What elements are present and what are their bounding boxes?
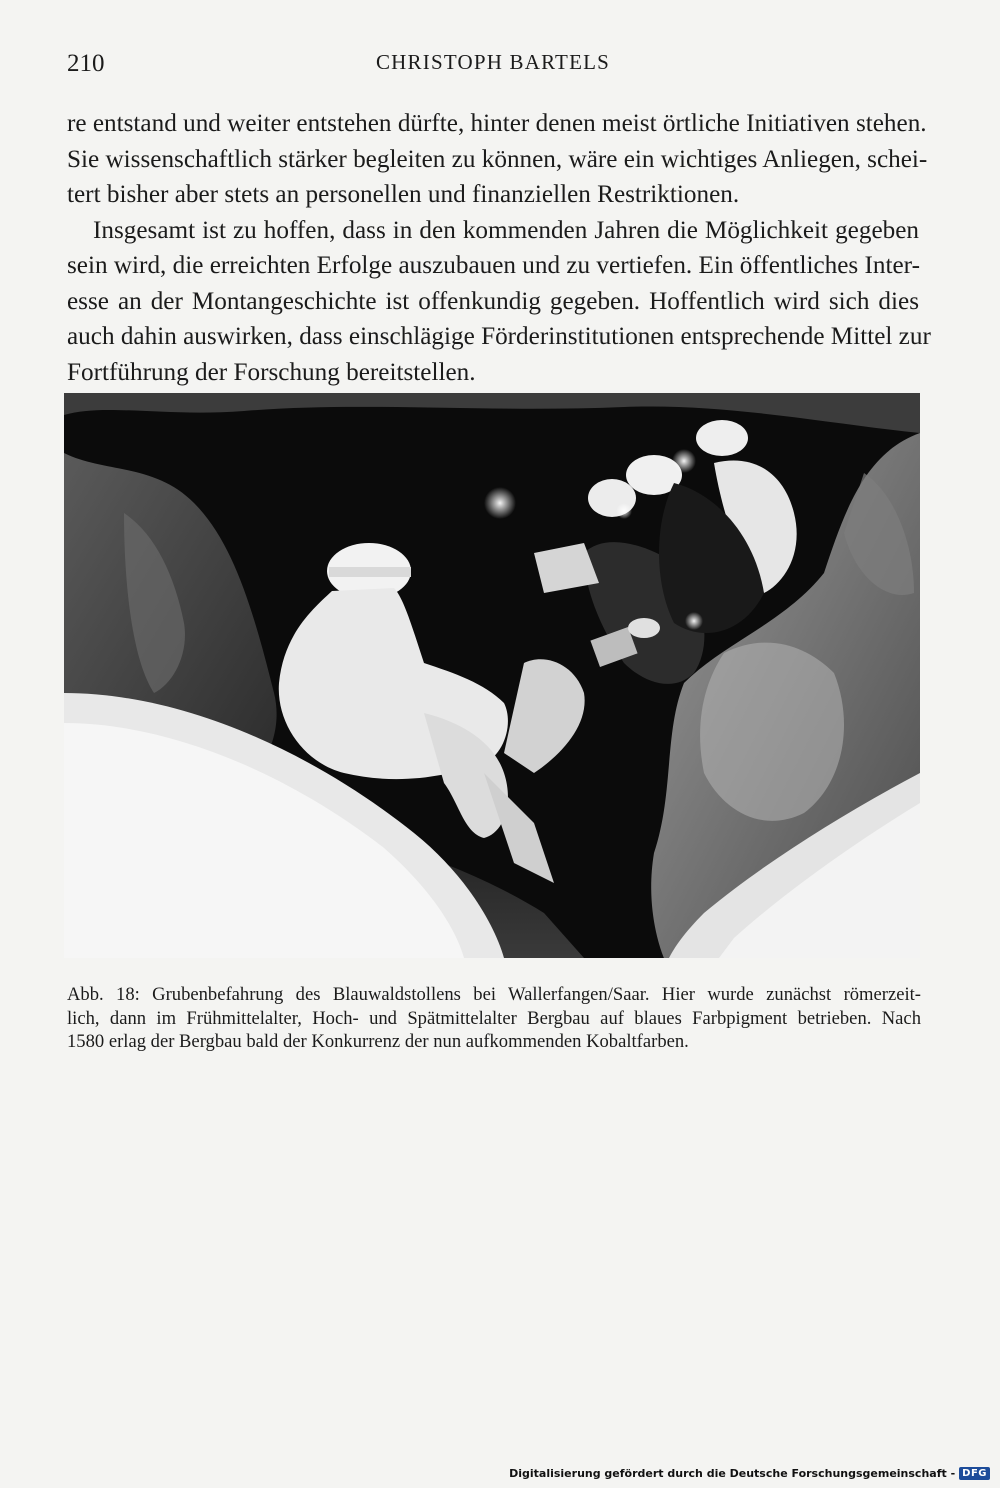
text-line: Insgesamt ist zu hoffen, dass in den kommenden Jahren die Möglichkeit gegeben — [93, 216, 919, 244]
caption-line: 1580 erlag der Bergbau bald der Konkurrenz der nun aufkommenden Kobaltfarben. — [67, 1031, 689, 1052]
dfg-logo: DFG — [959, 1467, 990, 1480]
body-text — [67, 106, 931, 390]
text-line: tert bisher aber stets an personellen und finanziellen Restriktionen. — [67, 181, 740, 208]
page-number: 210 — [67, 50, 105, 77]
text-line: esse an der Montangeschichte ist offenkundig gegeben. Hoffentlich wird sich dies — [67, 287, 919, 315]
mine-photograph — [64, 393, 920, 958]
page-header — [67, 50, 919, 84]
credit-text: Digitalisierung gefördert durch die Deutsche Forschungsgemeinschaft - — [509, 1467, 956, 1480]
figure-caption — [67, 983, 921, 1054]
text-line: Sie wissenschaftlich stärker begleiten zu können, wäre ein wichtiges Anliegen, schei- — [67, 145, 928, 173]
text-line: sein wird, die erreichten Erfolge auszubauen und zu vertiefen. Ein öffentliches Inter- — [67, 252, 920, 279]
text-line: auch dahin auswirken, dass einschlägige Förderinstitutionen entsprechende Mittel zur — [67, 323, 931, 350]
paragraph — [67, 213, 931, 391]
text-line: Fortführung der Forschung bereitstellen. — [67, 358, 476, 386]
digitization-credit — [509, 1467, 990, 1480]
caption-line: Abb. 18: Grubenbefahrung des Blauwaldstollens bei Wallerfangen/Saar. Hier wurde zunächst römerzeit- — [67, 984, 921, 1005]
paragraph — [67, 106, 928, 213]
caption-line: lich, dann im Frühmittelalter, Hoch- und Spätmittelalter Bergbau auf blaues Farbpigment betrieben. Nach — [67, 1007, 921, 1029]
photo-illustration — [64, 393, 920, 958]
running-head: CHRISTOPH BARTELS — [375, 50, 611, 74]
text-line: re entstand und weiter entstehen dürfte, hinter denen meist örtliche Initiativen stehen. — [67, 110, 927, 137]
